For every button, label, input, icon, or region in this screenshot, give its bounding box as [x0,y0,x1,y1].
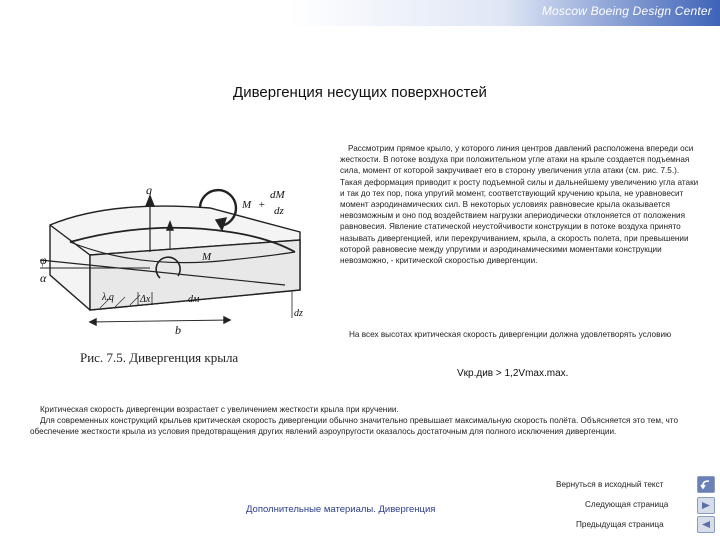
label-m-kr: M [202,251,212,263]
label-b: b [175,323,181,337]
header-band [0,0,720,26]
label-alpha: α [40,271,47,285]
label-dx: Δx [140,294,151,305]
label-m-b: + [258,199,266,211]
next-page-label[interactable]: Следующая страница [585,500,669,509]
figure-caption: Рис. 7.5. Дивергенция крыла [80,350,239,365]
label-m-a: M [242,199,252,211]
wing-divergence-figure [30,180,320,345]
back-to-text-link[interactable]: Вернуться в исходный текст [556,480,664,489]
prev-arrow-icon[interactable] [697,516,715,533]
condition-text: На всех высотах критическая скорость дивергенции должна удовлетворять условию [349,330,672,339]
label-dz: dz [294,308,303,319]
brand-name: Moscow Boeing Design Center [541,4,712,18]
intro-text [340,143,702,266]
wing-diagram [30,180,320,345]
body-paragraph-2: Для современных конструкций крыльев критическая скорость дивергенции обычно значительно превышает максимальную скорость полёта. Объясняется это тем, что обеспечение жесткости крыла из условия предотвращения других явлений аэроупругости оказалось достаточным для полного исключения дивергенции. [30,416,679,437]
body-text [30,404,690,438]
label-phi: φ [40,253,47,267]
label-q: q [146,183,152,197]
label-m-d: dz [274,205,284,217]
next-arrow-icon[interactable] [697,497,715,514]
return-arrow-icon[interactable] [697,476,715,493]
page-title: Дивергенция несущих поверхностей [233,84,487,101]
label-m-c: dM [270,189,285,201]
label-lambda-q: λ.q [102,292,114,303]
body-paragraph-1: Критическая скорость дивергенции возрастает с увеличением жесткости крыла при кручении. [40,405,399,414]
divergence-formula: Vкр.див > 1,2Vmax.max. [457,368,569,379]
intro-paragraph: Рассмотрим прямое крыло, у которого линия центров давлений расположена впереди оси жесткости. В потоке воздуха при положительном угле атаки на крыле создается подъемная сила, момент от которой закручивает его в сторону увеличения угла атаки (см. рис. 7.5.). Такая деформация приводит к росту подъемной силы и дальнейшему увеличению угла атаки и так до тех пор, пока упругий момент, соответствующий кручению крыла, не уравновесит момент аэродинамических сил. В некоторых условиях равновесие крыла оказывается невозможным и оно под воздействием нагрузки апериодически отклоняется от положения равновесия. Явление статической неустойчивости конструкции в потоке воздуха принято называть дивергенцией, или перекручиванием, крыла, а скорость полета, при превышении которой равновесие между упругими и аэродинамическими моментами конструкции невозможно, - критической скоростью дивергенции. [340,144,699,266]
extra-materials-link[interactable]: Дополнительные материалы. Дивергенция [246,504,436,515]
prev-page-label[interactable]: Предыдущая страница [576,520,664,529]
label-dm: dм [188,294,200,305]
